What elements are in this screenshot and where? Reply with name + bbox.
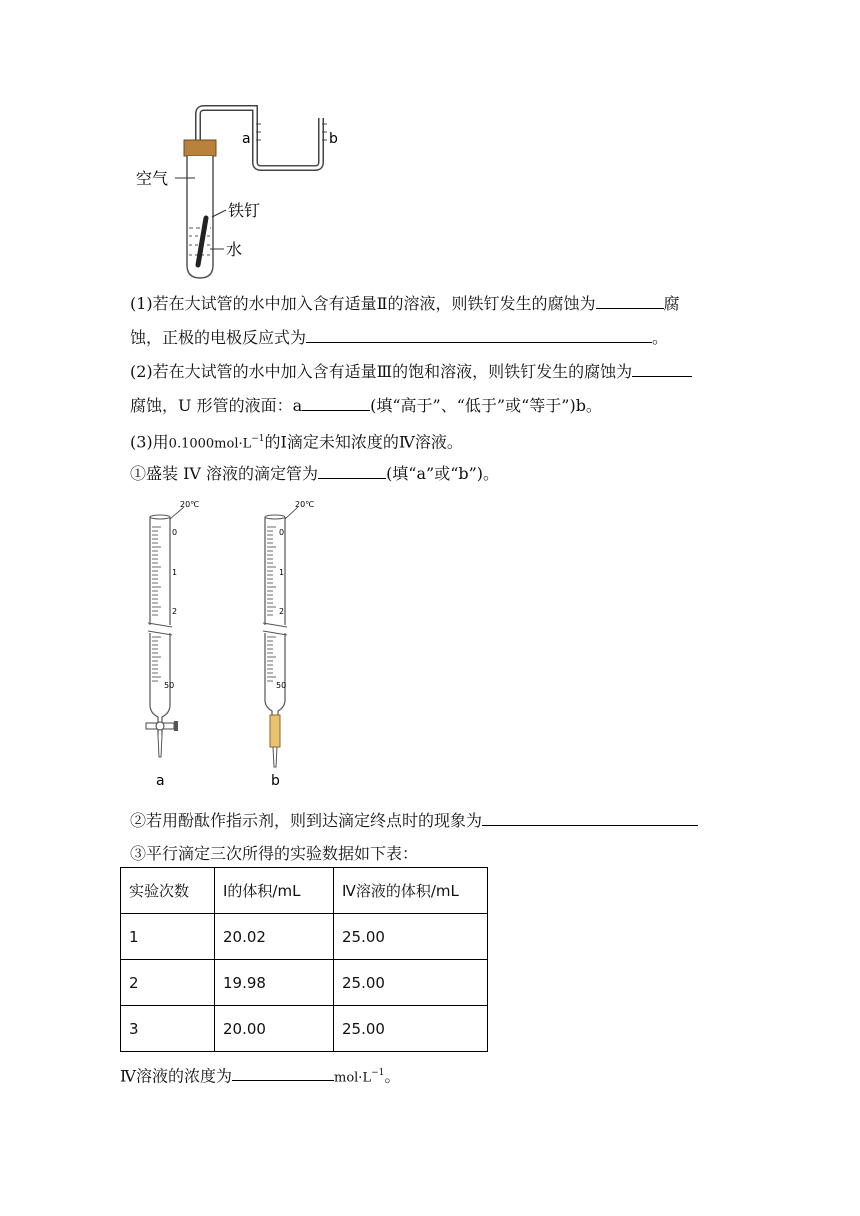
question-1-line-1: (1)若在大试管的水中加入含有适量Ⅱ的溶液，则铁钉发生的腐蚀为 腐 [130,294,680,313]
table-header: 实验次数 [121,868,215,914]
burette-a-tick-50: 50 [164,681,175,690]
answer-blank-2a[interactable] [632,360,692,377]
answer-blank-4[interactable] [232,1064,334,1081]
table-cell: 20.02 [215,914,334,960]
table-cell: 25.00 [334,914,488,960]
question-2-line-1: (2)若在大试管的水中加入含有适量Ⅲ的饱和溶液，则铁钉发生的腐蚀为 [130,360,692,383]
answer-blank-3b[interactable] [482,809,698,826]
burette-a [146,500,199,789]
burette-b-ticks [267,527,276,681]
answer-blank-1b[interactable] [306,326,652,343]
burette-a-temp: 20℃ [180,500,200,509]
final-question: Ⅳ溶液的浓度为 $mol\cdot L^{-1}$。 [120,1066,401,1086]
rubber-tube [270,715,280,747]
rubber-stopper [184,140,216,156]
label-arm-b: b [329,131,338,147]
answer-blank-3a[interactable] [318,462,386,479]
table-row [121,960,488,1006]
table-cell: 20.00 [215,1006,334,1052]
burette-b-label: b [271,773,280,789]
label-air: 空气 [136,169,169,188]
burette-a-ticks [152,527,161,681]
table-row [121,914,488,960]
burette-b-tick-0: 0 [279,528,285,537]
burette-figure [130,495,360,795]
label-water: 水 [226,240,243,259]
label-nail: 铁钉 [228,201,261,220]
table-cell: 19.98 [215,960,334,1006]
burette-b-tick-50: 50 [276,681,287,690]
corrosion-apparatus-figure [120,100,380,285]
sub-question-1: ①盛装 IV 溶液的滴定管为 (填“a”或“b”)。 [130,464,500,483]
answer-blank-2b[interactable] [302,394,370,411]
sub-question-2: ②若用酚酞作指示剂，则到达滴定终点时的现象为 [130,809,698,832]
burette-a-label: a [156,773,165,789]
label-arm-a: a [242,131,251,147]
table-cell: 2 [121,960,215,1006]
table-cell: 3 [121,1006,215,1052]
table-cell: 25.00 [334,960,488,1006]
burette-b-tick-1: 1 [279,568,285,577]
burette-b-temp: 20℃ [295,500,315,509]
table-cell: 1 [121,914,215,960]
table-header: Ⅳ溶液的体积/mL [334,868,488,914]
table-row [121,1006,488,1052]
glass-tube-outer [198,108,321,168]
burette-a-tick-0: 0 [172,528,178,537]
question-2-line-2: 腐蚀，U 形管的液面：a (填“高于”、“低于”或“等于”)b。 [130,396,602,415]
burette-a-tick-2: 2 [172,607,178,616]
burette-b [263,500,314,789]
table-header-row [121,868,488,914]
burette-b-tick-2: 2 [279,607,285,616]
table-cell: 25.00 [334,1006,488,1052]
question-3: (3)用$0.1000mol\cdot L^{-1}$的Ⅰ滴定未知浓度的Ⅳ溶液。 [130,432,463,452]
answer-blank-1a[interactable] [596,292,664,309]
titration-data-table [120,867,488,1052]
glass-tube-inner [198,108,321,168]
question-1-line-2: 蚀，正极的电极反应式为 。 [130,328,669,347]
table-header: Ⅰ的体积/mL [215,868,334,914]
burette-a-tick-1: 1 [172,568,178,577]
sub-question-3: ③平行滴定三次所得的实验数据如下表： [130,844,419,863]
